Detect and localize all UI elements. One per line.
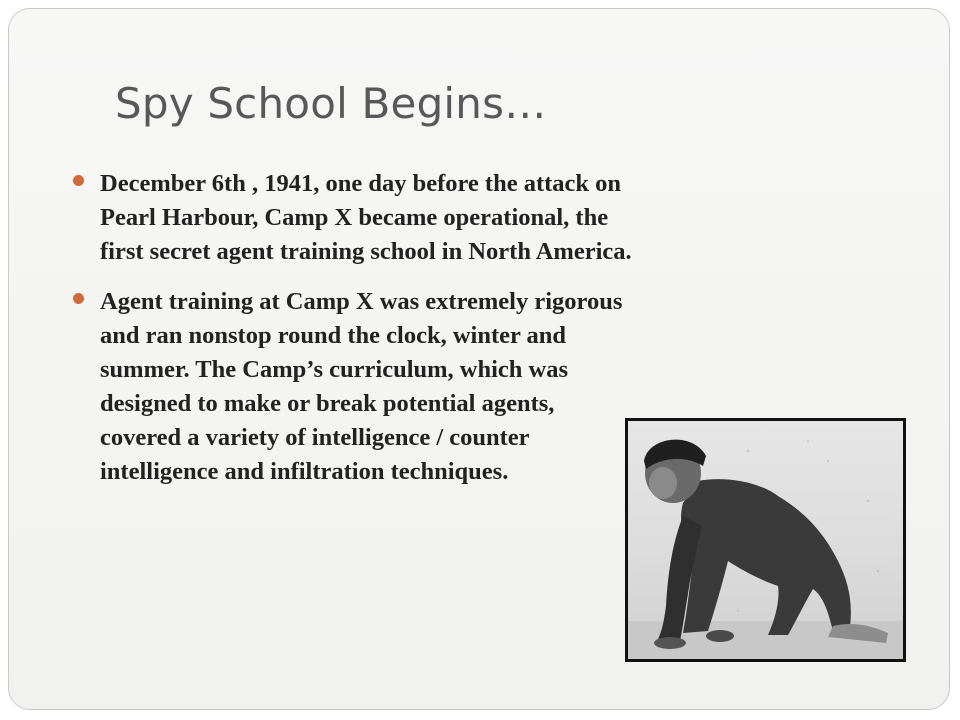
slide-title: Spy School Begins…	[115, 79, 547, 128]
bullet-dot-icon	[73, 293, 84, 304]
bullet-text: December 6th , 1941, one day before the attack on Pearl Harbour, Camp X became operational, the first secret agent training school in North America.	[100, 170, 632, 265]
bullet-list	[73, 167, 633, 505]
agent-photo	[625, 418, 906, 662]
bullet-dot-icon	[73, 175, 84, 186]
bullet-item	[73, 285, 633, 489]
bullet-text: Agent training at Camp X was extremely rigorous and ran nonstop round the clock, winter and summer. The Camp’s curriculum, which was designed to make or break potential agents, covered a variety of intelligence / counter intelligence and infiltration techniques.	[100, 288, 623, 485]
bullet-item	[73, 167, 633, 269]
crouching-agent-photo-icon	[628, 421, 903, 659]
